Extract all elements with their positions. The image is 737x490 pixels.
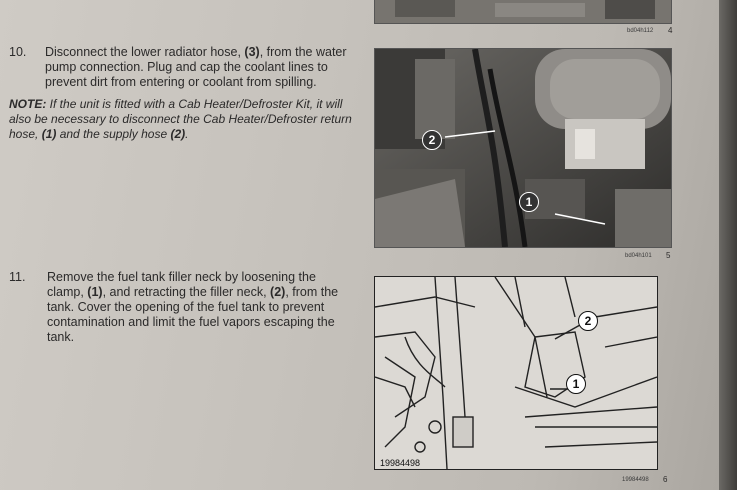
fig6-callout-1: 1: [566, 374, 586, 394]
figure-4-number: 4: [668, 26, 673, 35]
figure-4-id: bd04h112: [627, 28, 654, 34]
fig5-callout-1: 1: [519, 192, 539, 212]
figure-6-id: 19984498: [622, 477, 649, 483]
fig5-callout-2: 2: [422, 130, 442, 150]
figure-5-photo: [374, 48, 672, 248]
step-number: 10.: [9, 45, 27, 59]
figure-6-number: 6: [663, 475, 668, 484]
note: NOTE: If the unit is fitted with a Cab Heater/Defroster Kit, it will also be necessary to disconnect the Cab Heater/Defroster return hose, (1) and the supply hose (2).: [9, 97, 352, 141]
step-number: 11.: [9, 270, 26, 284]
figure-6-drawing: [374, 276, 658, 470]
note-label: NOTE:: [9, 97, 47, 111]
step-text: Disconnect the lower radiator hose, (3), from the water pump connection. Plug and cap the coolant lines to prevent dirt from entering or coolant from spilling.: [45, 45, 347, 89]
figure-5-number: 5: [666, 251, 671, 260]
figure-5-id: bd04h101: [625, 253, 652, 259]
figure-4-photo: [374, 0, 672, 24]
figure-6-inset-label: 19984498: [380, 458, 421, 468]
step-10: [9, 45, 361, 93]
step-11: [9, 270, 349, 346]
step-text: Remove the fuel tank filler neck by loosening the clamp, (1), and retracting the filler neck, (2), from the tank. Cover the opening of the fuel tank to prevent contamination and limit the fuel vapors escaping the tank.: [47, 270, 339, 344]
page-edge: [719, 0, 737, 490]
fig6-callout-2: 2: [578, 311, 598, 331]
